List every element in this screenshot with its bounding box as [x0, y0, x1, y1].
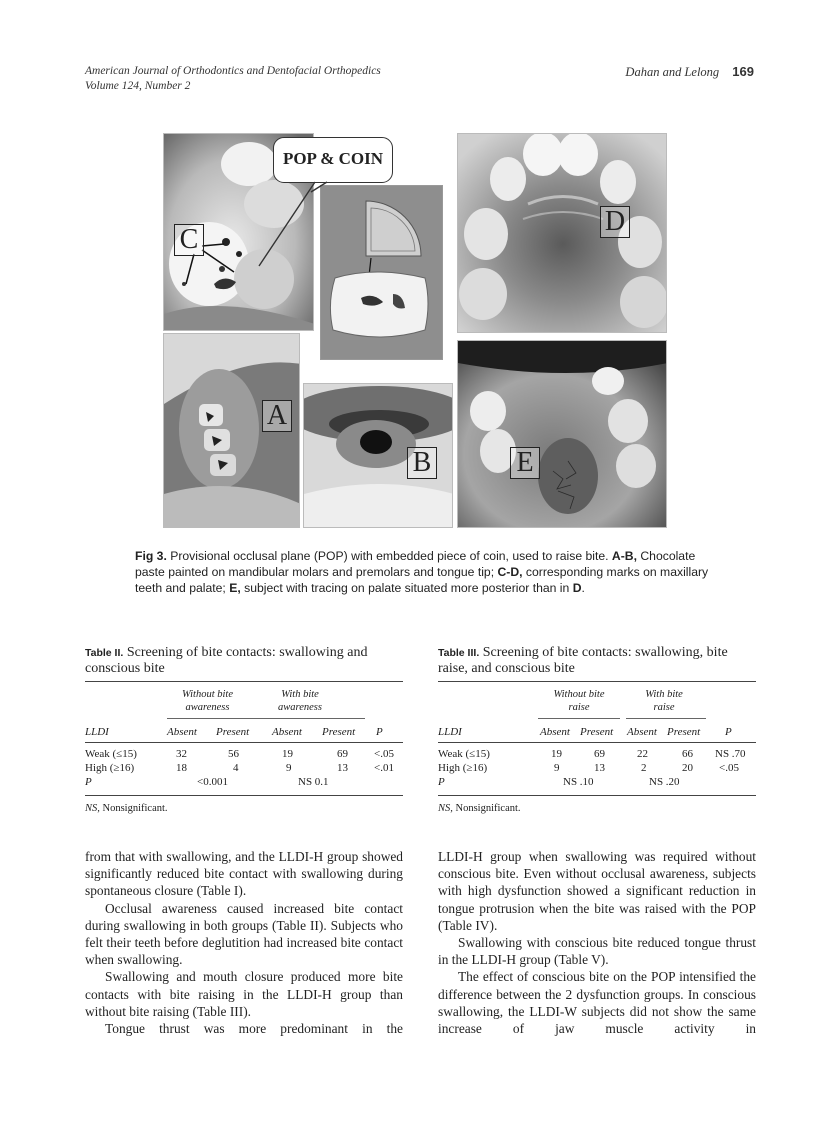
- body-left-paragraph-2: Occlusal awareness caused increased bite contact during swallowing in both groups (Table II). Subjects who felt their teeth before deglutition had increased bite contact when swallowing.: [85, 900, 403, 968]
- photo-panel-d: [457, 133, 667, 333]
- table-3-row-weak-v1: 19: [551, 748, 562, 760]
- table-3-p-group-1: NS .10: [563, 776, 594, 788]
- caption-text-5: .: [581, 581, 585, 595]
- table-2-row-high-v2: 4: [233, 762, 239, 774]
- table-2-footnote-abbr: NS,: [85, 803, 100, 814]
- table-3-title-text: Screening of bite contacts: swallowing, bite raise, and conscious bite: [438, 645, 728, 676]
- table-3-bottom-rule: [438, 795, 756, 796]
- table-3-row-high-p: <.05: [719, 762, 739, 774]
- panel-label-a: A: [262, 400, 292, 432]
- table-2-row-weak-v4: 69: [337, 748, 348, 760]
- body-right-paragraph-2: Swallowing with conscious bite reduced tongue thrust in the LLDI-H group (Table V).: [438, 935, 756, 968]
- table-2-col-lldi: LLDI: [85, 726, 109, 738]
- running-header-page: [625, 64, 754, 80]
- table-3-group-2: With bite raise: [645, 689, 683, 713]
- table-2-row-weak-label: Weak (≤15): [85, 748, 137, 760]
- table-3-group-2-rule: [626, 718, 706, 719]
- table-2-p-label: P: [85, 776, 92, 788]
- table-3-label: Table III.: [438, 647, 480, 659]
- table-2-group-2: With bite awareness: [278, 689, 322, 713]
- table-3-row-high-v3: 2: [641, 762, 647, 774]
- table-3-footnote: [438, 803, 521, 814]
- table-3-col-p: P: [725, 726, 732, 738]
- table-2-row-high-p: <.01: [374, 762, 394, 774]
- table-2-footnote-text: Nonsignificant.: [99, 803, 168, 814]
- body-left-paragraph-3: Swallowing and mouth closure produced more bite contacts with bite raising in the LLDI-H group than without bite raising (Table III).: [85, 969, 403, 1019]
- body-left-paragraph-4: Tongue thrust was more predominant in the: [105, 1021, 403, 1037]
- table-2-header-rule: [85, 742, 403, 743]
- table-3-group-1: Without bite raise: [553, 689, 605, 713]
- photo-d-image: [458, 134, 667, 333]
- page-number: 169: [732, 64, 754, 79]
- figure-caption: [135, 548, 710, 596]
- table-2-title-text: Screening of bite contacts: swallowing and conscious bite: [85, 645, 368, 676]
- table-2-col-present-2: Present: [322, 726, 356, 738]
- caption-ref-d: D: [572, 581, 582, 595]
- caption-ref-cd: C-D,: [497, 565, 523, 579]
- caption-text-2: Chocolate paste painted on mandibular molars and premolars and tongue tip;: [135, 549, 696, 579]
- table-3-col-absent-1: Absent: [540, 726, 570, 738]
- pop-coin-callout: POP & COIN: [273, 137, 393, 183]
- panel-label-c: C: [174, 224, 204, 256]
- table-2-row-high-label: High (≥16): [85, 762, 135, 774]
- table-3-row-weak-p: NS .70: [715, 748, 746, 760]
- table-2-footnote: [85, 803, 168, 814]
- table-2-row-high-v4: 13: [337, 762, 348, 774]
- table-3-row-weak-v3: 22: [637, 748, 648, 760]
- table-2-row-high-v1: 18: [176, 762, 187, 774]
- callout-pointer: [255, 180, 355, 270]
- table-2-row-high-v3: 9: [286, 762, 292, 774]
- table-2-row-weak-p: <.05: [374, 748, 394, 760]
- table-2-group-1-rule: [167, 718, 265, 719]
- table-3-row-weak-label: Weak (≤15): [438, 748, 490, 760]
- photo-e-image: [458, 341, 667, 528]
- body-column-left: [85, 848, 403, 1037]
- table-2-col-present-1: Present: [216, 726, 250, 738]
- journal-volume: Volume 124, Number 2: [85, 80, 191, 92]
- caption-text-4: subject with tracing on palate situated more posterior than in: [240, 581, 573, 595]
- caption-text-1: Provisional occlusal plane (POP) with embedded piece of coin, used to raise bite.: [166, 549, 612, 563]
- table-3-p-group-2: NS .20: [649, 776, 680, 788]
- table-2-col-absent-2: Absent: [272, 726, 302, 738]
- photo-panel-a: [163, 333, 300, 528]
- table-2-bottom-rule: [85, 795, 403, 796]
- table-3-col-present-1: Present: [580, 726, 614, 738]
- caption-text-3: corresponding marks on maxillary teeth and palate;: [135, 565, 709, 595]
- body-right-paragraph-3: The effect of conscious bite on the POP intensified the difference between the 2 dysfunction groups. In conscious swallowing, the LLDI-W subjects did not show the same increase of jaw muscle activity in: [438, 969, 756, 1037]
- table-2-col-p: P: [376, 726, 383, 738]
- body-column-right: [438, 848, 756, 1037]
- table-2-title: [85, 645, 395, 677]
- table-2-top-rule: [85, 681, 403, 682]
- table-3-col-present-2: Present: [667, 726, 701, 738]
- table-3-row-high-label: High (≥16): [438, 762, 488, 774]
- photo-panel-e: [457, 340, 667, 528]
- table-3-top-rule: [438, 681, 756, 682]
- table-2-group-1: Without bite awareness: [181, 689, 234, 713]
- table-3-title: [438, 645, 756, 677]
- table-3-col-lldi: LLDI: [438, 726, 462, 738]
- table-2-row-weak-v3: 19: [282, 748, 293, 760]
- table-2-p-group-2: NS 0.1: [298, 776, 329, 788]
- table-3-footnote-text: Nonsignificant.: [452, 803, 521, 814]
- caption-ref-e: E,: [229, 581, 241, 595]
- caption-figure-label: Fig 3.: [135, 549, 167, 563]
- table-3-row-weak-v4: 66: [682, 748, 693, 760]
- table-2-label: Table II.: [85, 647, 124, 659]
- table-3-p-label: P: [438, 776, 445, 788]
- table-2-row-weak-v2: 56: [228, 748, 239, 760]
- caption-ref-ab: A-B,: [611, 549, 637, 563]
- table-3-row-weak-v2: 69: [594, 748, 605, 760]
- journal-name: American Journal of Orthodontics and Dentofacial Orthopedics: [85, 65, 381, 77]
- table-3-group-1-rule: [538, 718, 620, 719]
- body-left-paragraph-1: from that with swallowing, and the LLDI-H group showed significantly reduced bite contact with swallowing during spontaneous closure (Table I).: [85, 849, 403, 899]
- table-2: [85, 645, 403, 820]
- body-right-paragraph-1: LLDI-H group when swallowing was required without conscious bite. Even without occlusal awareness, subjects with high dysfunction showed a significant reduction in tongue protrusion when the bite was raised with the POP (Table IV).: [438, 849, 756, 933]
- running-header-journal: [85, 64, 381, 94]
- photo-panel-b: [303, 383, 453, 528]
- panel-label-e: E: [510, 447, 540, 479]
- table-3-row-high-v4: 20: [682, 762, 693, 774]
- panel-label-b: B: [407, 447, 437, 479]
- panel-label-d: D: [600, 206, 630, 238]
- table-3: [438, 645, 756, 820]
- table-3-row-high-v1: 9: [554, 762, 560, 774]
- table-3-row-high-v2: 13: [594, 762, 605, 774]
- table-2-group-2-rule: [265, 718, 365, 719]
- table-2-p-group-1: <0.001: [197, 776, 228, 788]
- table-3-footnote-abbr: NS,: [438, 803, 453, 814]
- table-2-row-weak-v1: 32: [176, 748, 187, 760]
- table-3-col-absent-2: Absent: [627, 726, 657, 738]
- author-names: Dahan and Lelong: [625, 65, 720, 79]
- table-3-header-rule: [438, 742, 756, 743]
- table-2-col-absent-1: Absent: [167, 726, 197, 738]
